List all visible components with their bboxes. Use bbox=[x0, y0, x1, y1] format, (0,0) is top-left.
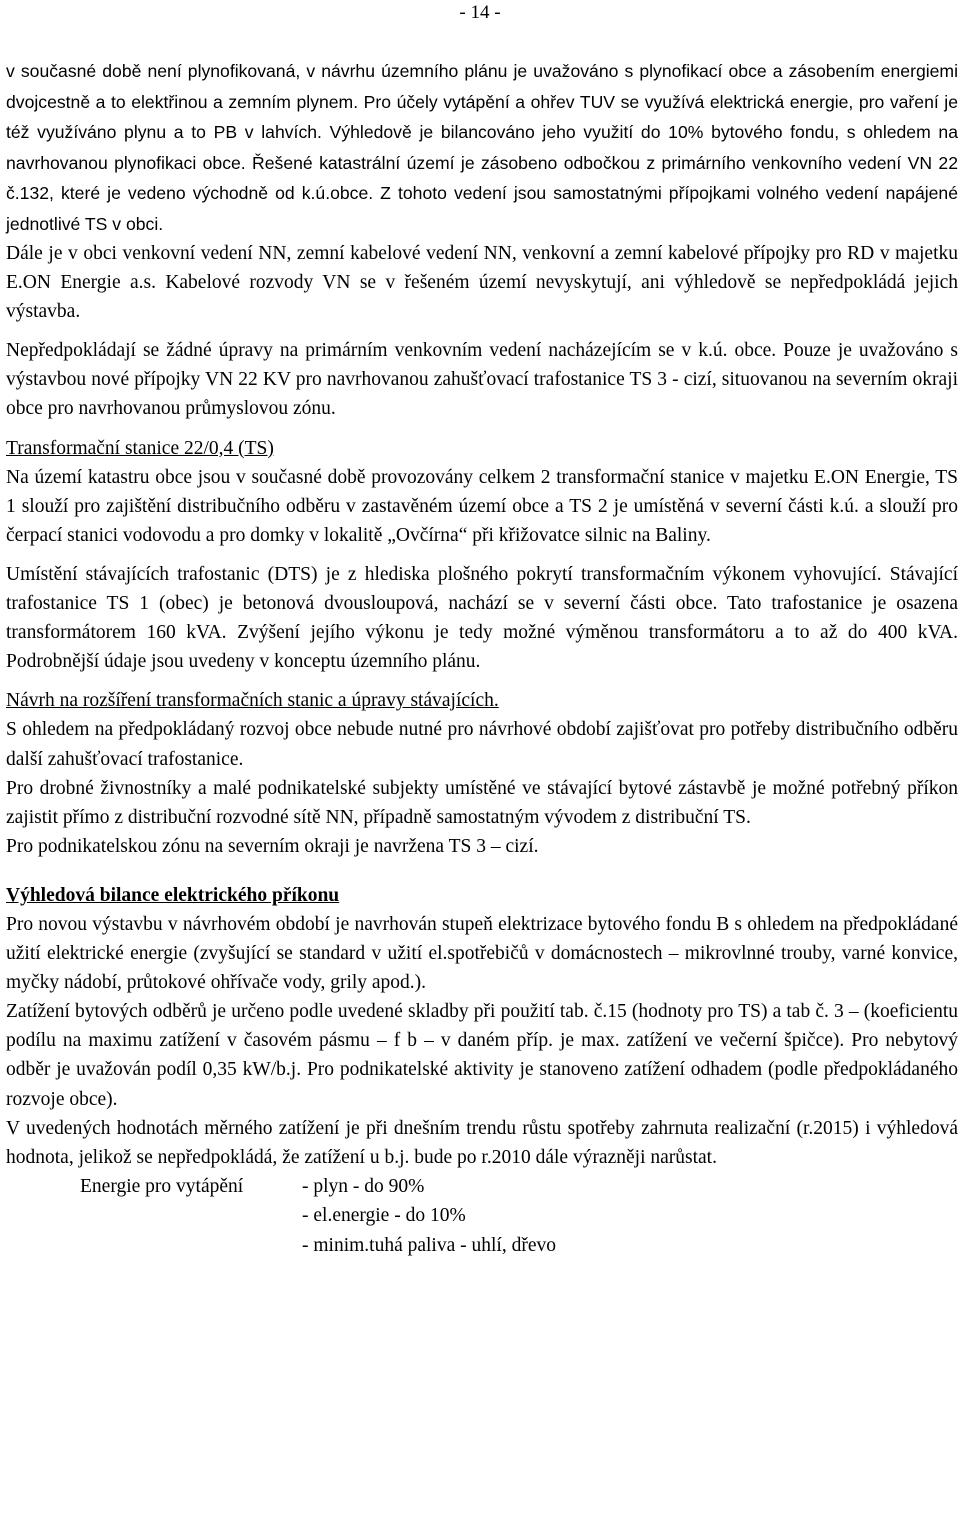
ts-heading: Transformační stanice 22/0,4 (TS) bbox=[6, 437, 274, 459]
proposal-paragraph-1: S ohledem na předpokládaný rozvoj obce nebude nutné pro návrhové období zajišťovat pro potřeby distribučního odběru další zahušťovací trafostanice. bbox=[6, 719, 958, 770]
energy-row bbox=[6, 1201, 958, 1231]
page-number: - 14 - bbox=[459, 2, 501, 23]
energy-row bbox=[6, 1172, 958, 1202]
balance-heading: Výhledová bilance elektrického příkonu bbox=[6, 884, 340, 906]
proposal-paragraph-2: Pro drobné živnostníky a malé podnikatelské subjekty umístěné ve stávající bytové zástavbě je možné potřebný příkon zajistit přímo z distribuční rozvodné sítě NN, případně samostatným vývodem z distribuční TS. bbox=[6, 777, 958, 828]
ts-paragraph-2: Umístění stávajících trafostanic (DTS) je z hlediska plošného pokrytí transformačním výkonem vyhovující. Stávající trafostanice TS 1 (obec) je betonová dvousloupová, nachází se v severní části obce. Tato trafostanice je osazena transformátorem 160 kVA. Zvýšení jejího výkonu je tedy možné výměnou transformátoru a to až do 400 kVA. Podrobnější údaje jsou uvedeny v konceptu územního plánu. bbox=[6, 563, 958, 673]
ts-paragraph-1: Na území katastru obce jsou v současné době provozovány celkem 2 transformační stanice v majetku E.ON Energie, TS 1 slouží pro zajištění distribučního odběru v zastavěném území obce a TS 2 je umístěná v severní části k.ú. a slouží pro čerpací stanici vodovodu a pro domky v lokalitě „Ovčírna“ při křižovatce silnic na Baliny. bbox=[6, 466, 958, 546]
document-body bbox=[6, 56, 958, 1260]
intro-paragraph-1: v současné době není plynofikovaná, v návrhu územního plánu je uvažováno s plynofikací obce a zásobením energiemi dvojcestně a to elektřinou a zemním plynem. Pro účely vytápění a ohřev TUV se využívá elektrická energie, pro vaření je též využíváno plynu a to PB v lahvích. Výhledově je bilancováno jeho využití do 10% bytového fondu, s ohledem na navrhovanou plynofikaci obce. Řešené katastrální území je zásobeno odbočkou z primárního venkovního vedení VN 22 č.132, které je vedeno východně od k.ú.obce. Z tohoto vedení jsou samostatnými přípojkami volného vedení napájené jednotlivé TS v obci. bbox=[6, 61, 958, 234]
balance-paragraph-3: V uvedených hodnotách měrného zatížení je při dnešním trendu růstu spotřeby zahrnuta realizační (r.2015) i výhledová hodnota, jelikož se nepředpokládá, že zatížení u b.j. bude po r.2010 dále výrazněji narůstat. bbox=[6, 1117, 958, 1168]
energy-item-electricity: - el.energie - do 10% bbox=[302, 1205, 466, 1227]
proposal-heading: Návrh na rozšíření transformačních stanic a úpravy stávajících. bbox=[6, 690, 499, 712]
balance-paragraph-1: Pro novou výstavbu v návrhovém období je navrhován stupeň elektrizace bytového fondu B s ohledem na předpokládané užití elektrické energie (zvyšující se standard v užití el.spotřebičů v domácnostech – mikrovlnné trouby, varné konvice, myčky nádobí, průtokové ohřívače vody, grily apod.). bbox=[6, 913, 958, 994]
balance-paragraph-2: Zatížení bytových odběrů je určeno podle uvedené skladby při použití tab. č.15 (hodnoty pro TS) a tab č. 3 – (koeficientu podílu na maximu zatížení v časovém pásmu – f b – v daném příp. je max. zatížení ve večerní špičce). Pro nebytový odběr je uvažován podíl 0,35 kW/b.j. Pro podnikatelské aktivity je stanoveno zatížení odhadem (podle předpokládaného rozvoje obce). bbox=[6, 1001, 958, 1110]
intro-paragraph-2: Dále je v obci venkovní vedení NN, zemní kabelové vedení NN, venkovní a zemní kabelové přípojky pro RD v majetku E.ON Energie a.s. Kabelové rozvody VN se v řešeném území nevyskytují, ani výhledově se nepředpokládá jejich výstavba. bbox=[6, 243, 958, 323]
intro-paragraph-3: Nepředpokládají se žádné úpravy na primárním venkovním vedení nacházejícím se v k.ú. obce. Pouze je uvažováno s výstavbou nové přípojky VN 22 KV pro navrhovanou zahušťovací trafostanice TS 3 - cizí, situovanou na severním okraji obce pro navrhovanou průmyslovou zónu. bbox=[6, 340, 958, 420]
energy-heating-list bbox=[6, 1172, 958, 1261]
energy-heating-label: Energie pro vytápění bbox=[80, 1175, 244, 1197]
proposal-paragraph-3: Pro podnikatelskou zónu na severním okraji je navržena TS 3 – cizí. bbox=[6, 835, 539, 857]
energy-item-gas: - plyn - do 90% bbox=[302, 1175, 425, 1197]
energy-row bbox=[6, 1231, 958, 1261]
energy-item-solid-fuel: - minim.tuhá paliva - uhlí, dřevo bbox=[302, 1234, 556, 1256]
